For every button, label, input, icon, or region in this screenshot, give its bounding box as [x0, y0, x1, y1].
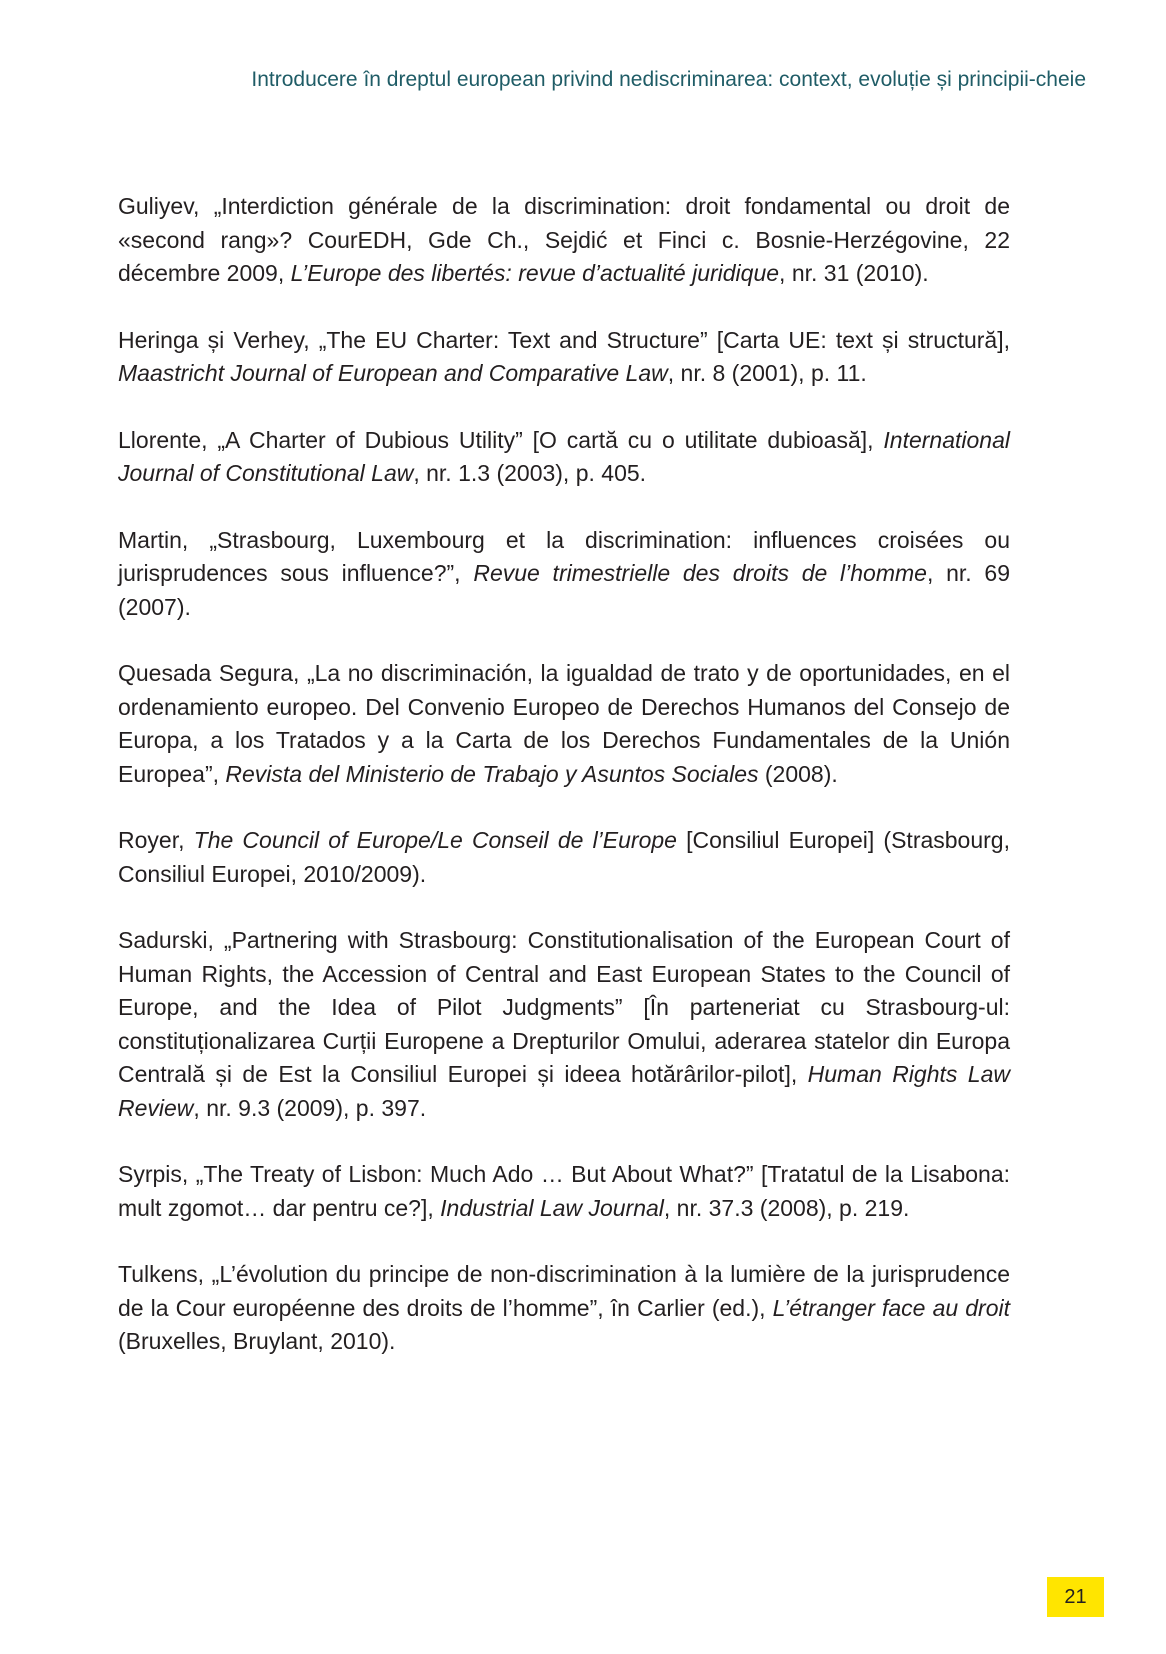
entry-text: Quesada Segura, „La no discriminación, la igualdad de trato y de oportunidades, en el ordenamiento europeo. Del Convenio Europeo de Derechos Humanos del Consejo de Europa, a los Tratados y a la Carta de los Derechos Fundamentales de la Unión Europea”, [118, 660, 1010, 787]
entry-text: , nr. 31 (2010). [779, 260, 929, 286]
bibliography-entry-heringa [118, 324, 1010, 391]
page-number: 21 [1047, 1577, 1104, 1617]
entry-text: [Consiliul Europei] (Strasbourg, Consiliul Europei, 2010/2009). [118, 827, 1010, 887]
entry-text: , nr. 9.3 (2009), p. 397. [193, 1094, 427, 1121]
entry-title-italic: Maastricht Journal of European and Comparative Law [118, 360, 668, 386]
entry-text: Tulkens, „L’évolution du principe de non-discrimination à la lumière de la jurisprudence de la Cour européenne des droits de l’homme”, în Carlier (ed.), [118, 1261, 1010, 1321]
bibliography-entry-guliyev [118, 190, 1010, 291]
entry-text: (2008). [758, 760, 838, 787]
bibliography-entry-martin [118, 524, 1010, 625]
entry-text: Llorente, „A Charter of Dubious Utility” [O cartă cu o utilitate dubioasă], [118, 426, 884, 453]
entry-title-italic: Industrial Law Journal [440, 1194, 664, 1221]
entry-text: Guliyev, „Interdiction générale de la discrimination: droit fondamental ou droit de «second rang»? CourEDH, Gde Ch., Sejdić et Finci c. Bosnie-Herzégovine, 22 décembre 2009, [118, 193, 1010, 286]
entry-text: , nr. 1.3 (2003), p. 405. [413, 460, 647, 486]
entry-title-italic: Human Rights Law Review [118, 1061, 1010, 1121]
running-header: Introducere în dreptul european privind nediscriminarea: context, evoluție și principii-cheie [251, 68, 1086, 91]
bibliography-entry-llorente [118, 424, 1010, 491]
entry-title-italic: L’Europe des libertés: revue d’actualité juridique [290, 260, 780, 286]
entry-title-italic: Revista del Ministerio de Trabajo y Asuntos Sociales [225, 760, 759, 787]
entry-text: , nr. 37.3 (2008), p. 219. [663, 1194, 910, 1221]
bibliography-entry-quesada-segura [118, 657, 1010, 791]
bibliography-entry-sadurski [118, 924, 1010, 1125]
entry-text: Syrpis, „The Treaty of Lisbon: Much Ado … But About What?” [Tratatul de la Lisabona: mult zgomot… dar pentru ce?], [118, 1161, 1010, 1221]
entry-text: , nr. 69 (2007). [118, 560, 1010, 620]
entry-text: Heringa și Verhey, „The EU Charter: Text and Structure” [Carta UE: text și structură], [118, 326, 1010, 353]
bibliography-entry-tulkens [118, 1258, 1010, 1359]
entry-text: Royer, [118, 827, 194, 853]
entry-text: Martin, „Strasbourg, Luxembourg et la discrimination: influences croisées ou jurisprudences sous influence?”, [118, 526, 1010, 586]
entry-text: , nr. 8 (2001), p. 11. [667, 360, 867, 386]
entry-text: (Bruxelles, Bruylant, 2010). [118, 1328, 396, 1354]
entry-title-italic: L’étranger face au droit [772, 1294, 1010, 1321]
entry-title-italic: Revue trimestrielle des droits de l’homme [473, 560, 927, 586]
entry-title-italic: International Journal of Constitutional Law [118, 426, 1010, 486]
bibliography-entry-royer [118, 824, 1010, 891]
bibliography-list [118, 190, 1010, 1392]
bibliography-entry-syrpis [118, 1158, 1010, 1225]
entry-title-italic: The Council of Europe/Le Conseil de l’Europe [193, 827, 677, 853]
entry-text: Sadurski, „Partnering with Strasbourg: Constitutionalisation of the European Court of Human Rights, the Accession of Central and East European States to the Council of Europe, and the Idea of Pilot Judgments” [În parteneriat cu Strasbourg-ul: constituționalizarea Curții Europene a Drepturilor Omului, aderarea statelor din Europa Centrală și de Est la Consiliul Europei și ideea hotărârilor-pilot], [118, 927, 1010, 1087]
